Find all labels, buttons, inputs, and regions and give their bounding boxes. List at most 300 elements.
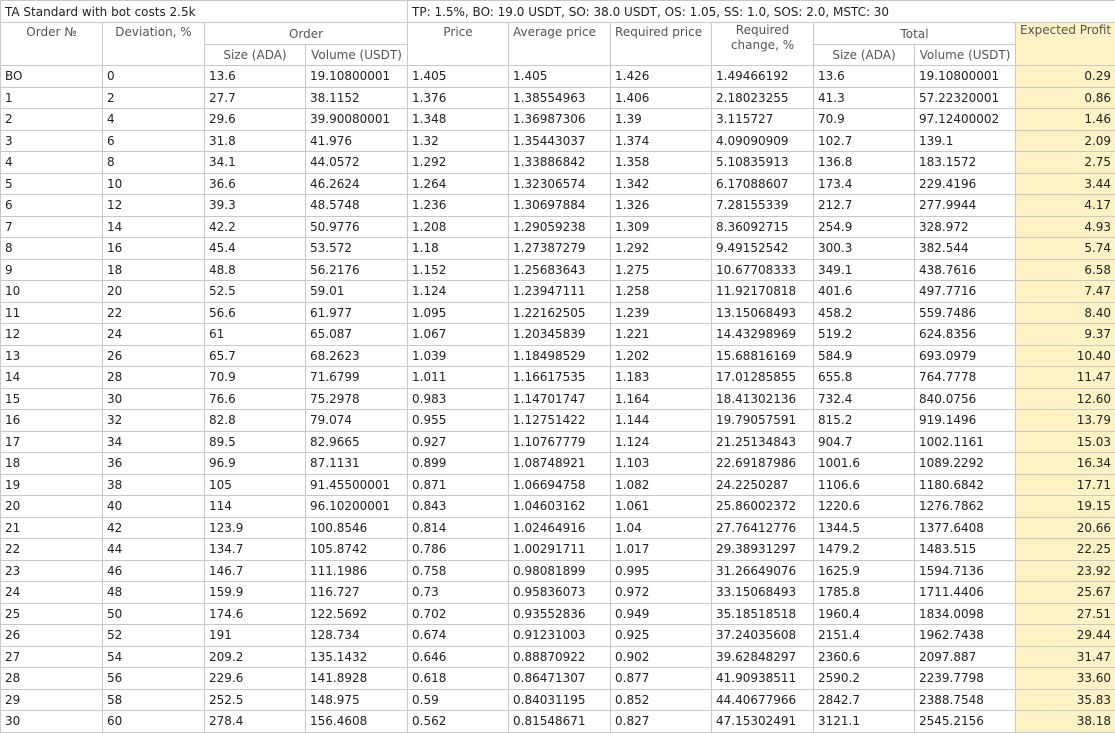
cell-deviation[interactable]: 54: [103, 646, 205, 668]
header-required-price[interactable]: Required price: [611, 23, 712, 66]
cell-order-volume[interactable]: 156.4608: [306, 711, 408, 733]
cell-total-volume[interactable]: 497.7716: [915, 281, 1016, 303]
cell-expected-profit[interactable]: 19.15: [1016, 496, 1115, 518]
cell-total-volume[interactable]: 840.0756: [915, 388, 1016, 410]
cell-average-price[interactable]: 0.86471307: [509, 668, 611, 690]
cell-order-volume[interactable]: 50.9776: [306, 216, 408, 238]
cell-order-no[interactable]: 24: [1, 582, 103, 604]
cell-total-volume[interactable]: 1089.2292: [915, 453, 1016, 475]
cell-required-price[interactable]: 1.342: [611, 173, 712, 195]
cell-total-volume[interactable]: 1180.6842: [915, 474, 1016, 496]
cell-required-price[interactable]: 1.082: [611, 474, 712, 496]
cell-order-size[interactable]: 39.3: [205, 195, 306, 217]
cell-average-price[interactable]: 1.04603162: [509, 496, 611, 518]
cell-expected-profit[interactable]: 3.44: [1016, 173, 1115, 195]
cell-average-price[interactable]: 1.38554963: [509, 87, 611, 109]
cell-total-size[interactable]: 2151.4: [814, 625, 915, 647]
cell-required-price[interactable]: 0.995: [611, 560, 712, 582]
cell-average-price[interactable]: 1.36987306: [509, 109, 611, 131]
cell-order-no[interactable]: 22: [1, 539, 103, 561]
cell-total-volume[interactable]: 183.1572: [915, 152, 1016, 174]
cell-order-no[interactable]: 6: [1, 195, 103, 217]
cell-total-volume[interactable]: 624.8356: [915, 324, 1016, 346]
cell-required-change[interactable]: 21.25134843: [712, 431, 814, 453]
cell-expected-profit[interactable]: 25.67: [1016, 582, 1115, 604]
cell-price[interactable]: 0.674: [408, 625, 509, 647]
cell-expected-profit[interactable]: 17.71: [1016, 474, 1115, 496]
cell-average-price[interactable]: 1.30697884: [509, 195, 611, 217]
cell-required-change[interactable]: 35.18518518: [712, 603, 814, 625]
cell-required-change[interactable]: 11.92170818: [712, 281, 814, 303]
cell-expected-profit[interactable]: 6.58: [1016, 259, 1115, 281]
cell-order-no[interactable]: 7: [1, 216, 103, 238]
cell-order-size[interactable]: 134.7: [205, 539, 306, 561]
cell-order-no[interactable]: BO: [1, 66, 103, 88]
cell-average-price[interactable]: 1.14701747: [509, 388, 611, 410]
cell-total-size[interactable]: 173.4: [814, 173, 915, 195]
cell-order-volume[interactable]: 65.087: [306, 324, 408, 346]
cell-order-size[interactable]: 65.7: [205, 345, 306, 367]
cell-price[interactable]: 1.18: [408, 238, 509, 260]
cell-total-size[interactable]: 136.8: [814, 152, 915, 174]
cell-required-price[interactable]: 1.358: [611, 152, 712, 174]
cell-required-change[interactable]: 44.40677966: [712, 689, 814, 711]
header-price[interactable]: Price: [408, 23, 509, 66]
cell-total-volume[interactable]: 139.1: [915, 130, 1016, 152]
sheet-params-cell[interactable]: TP: 1.5%, BO: 19.0 USDT, SO: 38.0 USDT, OS: 1.05, SS: 1.0, SOS: 2.0, MSTC: 30: [408, 1, 1115, 23]
cell-total-size[interactable]: 1479.2: [814, 539, 915, 561]
cell-order-no[interactable]: 23: [1, 560, 103, 582]
cell-deviation[interactable]: 30: [103, 388, 205, 410]
cell-total-size[interactable]: 2590.2: [814, 668, 915, 690]
cell-deviation[interactable]: 28: [103, 367, 205, 389]
cell-required-price[interactable]: 1.374: [611, 130, 712, 152]
cell-average-price[interactable]: 1.22162505: [509, 302, 611, 324]
cell-order-no[interactable]: 25: [1, 603, 103, 625]
cell-order-volume[interactable]: 148.975: [306, 689, 408, 711]
cell-average-price[interactable]: 1.20345839: [509, 324, 611, 346]
cell-order-volume[interactable]: 41.976: [306, 130, 408, 152]
cell-deviation[interactable]: 16: [103, 238, 205, 260]
cell-expected-profit[interactable]: 5.74: [1016, 238, 1115, 260]
cell-expected-profit[interactable]: 9.37: [1016, 324, 1115, 346]
cell-order-no[interactable]: 11: [1, 302, 103, 324]
cell-order-no[interactable]: 30: [1, 711, 103, 733]
cell-deviation[interactable]: 26: [103, 345, 205, 367]
header-order-group[interactable]: Order: [205, 23, 408, 45]
cell-expected-profit[interactable]: 20.66: [1016, 517, 1115, 539]
cell-order-no[interactable]: 1: [1, 87, 103, 109]
cell-order-volume[interactable]: 111.1986: [306, 560, 408, 582]
cell-average-price[interactable]: 1.29059238: [509, 216, 611, 238]
cell-order-no[interactable]: 12: [1, 324, 103, 346]
cell-deviation[interactable]: 32: [103, 410, 205, 432]
cell-order-no[interactable]: 29: [1, 689, 103, 711]
cell-price[interactable]: 0.618: [408, 668, 509, 690]
cell-order-volume[interactable]: 59.01: [306, 281, 408, 303]
cell-deviation[interactable]: 52: [103, 625, 205, 647]
cell-order-size[interactable]: 42.2: [205, 216, 306, 238]
cell-required-change[interactable]: 4.09090909: [712, 130, 814, 152]
cell-required-price[interactable]: 1.292: [611, 238, 712, 260]
sheet-title-cell[interactable]: TA Standard with bot costs 2.5k: [1, 1, 408, 23]
cell-average-price[interactable]: 0.88870922: [509, 646, 611, 668]
cell-required-change[interactable]: 1.49466192: [712, 66, 814, 88]
cell-price[interactable]: 1.264: [408, 173, 509, 195]
cell-order-size[interactable]: 82.8: [205, 410, 306, 432]
cell-deviation[interactable]: 24: [103, 324, 205, 346]
cell-expected-profit[interactable]: 11.47: [1016, 367, 1115, 389]
cell-order-no[interactable]: 26: [1, 625, 103, 647]
cell-required-change[interactable]: 19.79057591: [712, 410, 814, 432]
cell-average-price[interactable]: 1.25683643: [509, 259, 611, 281]
cell-required-price[interactable]: 0.902: [611, 646, 712, 668]
cell-average-price[interactable]: 0.95836073: [509, 582, 611, 604]
cell-deviation[interactable]: 14: [103, 216, 205, 238]
cell-price[interactable]: 1.095: [408, 302, 509, 324]
cell-required-change[interactable]: 37.24035608: [712, 625, 814, 647]
header-total-volume[interactable]: Volume (USDT): [915, 45, 1016, 66]
cell-total-volume[interactable]: 2388.7548: [915, 689, 1016, 711]
cell-total-volume[interactable]: 919.1496: [915, 410, 1016, 432]
cell-total-volume[interactable]: 1711.4406: [915, 582, 1016, 604]
cell-total-volume[interactable]: 1962.7438: [915, 625, 1016, 647]
cell-average-price[interactable]: 1.35443037: [509, 130, 611, 152]
cell-total-volume[interactable]: 1002.1161: [915, 431, 1016, 453]
cell-deviation[interactable]: 50: [103, 603, 205, 625]
cell-required-price[interactable]: 0.972: [611, 582, 712, 604]
cell-expected-profit[interactable]: 1.46: [1016, 109, 1115, 131]
cell-total-size[interactable]: 1625.9: [814, 560, 915, 582]
cell-order-volume[interactable]: 105.8742: [306, 539, 408, 561]
cell-order-volume[interactable]: 96.10200001: [306, 496, 408, 518]
cell-required-change[interactable]: 3.115727: [712, 109, 814, 131]
cell-required-price[interactable]: 0.925: [611, 625, 712, 647]
cell-order-size[interactable]: 89.5: [205, 431, 306, 453]
cell-total-volume[interactable]: 57.22320001: [915, 87, 1016, 109]
cell-required-price[interactable]: 1.239: [611, 302, 712, 324]
cell-expected-profit[interactable]: 0.86: [1016, 87, 1115, 109]
cell-price[interactable]: 1.348: [408, 109, 509, 131]
cell-required-change[interactable]: 39.62848297: [712, 646, 814, 668]
header-order-no[interactable]: Order №: [1, 23, 103, 66]
cell-expected-profit[interactable]: 29.44: [1016, 625, 1115, 647]
cell-order-no[interactable]: 17: [1, 431, 103, 453]
cell-required-change[interactable]: 5.10835913: [712, 152, 814, 174]
cell-order-size[interactable]: 48.8: [205, 259, 306, 281]
cell-order-size[interactable]: 146.7: [205, 560, 306, 582]
cell-order-size[interactable]: 29.6: [205, 109, 306, 131]
cell-total-size[interactable]: 584.9: [814, 345, 915, 367]
cell-order-volume[interactable]: 38.1152: [306, 87, 408, 109]
cell-order-volume[interactable]: 44.0572: [306, 152, 408, 174]
cell-total-size[interactable]: 904.7: [814, 431, 915, 453]
header-expected-profit[interactable]: Expected Profit: [1016, 23, 1115, 66]
cell-order-volume[interactable]: 68.2623: [306, 345, 408, 367]
cell-required-change[interactable]: 29.38931297: [712, 539, 814, 561]
cell-required-change[interactable]: 22.69187986: [712, 453, 814, 475]
cell-deviation[interactable]: 46: [103, 560, 205, 582]
cell-order-size[interactable]: 27.7: [205, 87, 306, 109]
cell-deviation[interactable]: 38: [103, 474, 205, 496]
cell-order-no[interactable]: 16: [1, 410, 103, 432]
cell-price[interactable]: 1.152: [408, 259, 509, 281]
cell-deviation[interactable]: 6: [103, 130, 205, 152]
cell-order-size[interactable]: 105: [205, 474, 306, 496]
cell-required-change[interactable]: 6.17088607: [712, 173, 814, 195]
cell-average-price[interactable]: 1.06694758: [509, 474, 611, 496]
cell-order-no[interactable]: 13: [1, 345, 103, 367]
cell-total-volume[interactable]: 328.972: [915, 216, 1016, 238]
cell-required-change[interactable]: 8.36092715: [712, 216, 814, 238]
cell-order-size[interactable]: 70.9: [205, 367, 306, 389]
cell-required-price[interactable]: 0.827: [611, 711, 712, 733]
cell-order-volume[interactable]: 79.074: [306, 410, 408, 432]
cell-required-change[interactable]: 27.76412776: [712, 517, 814, 539]
cell-price[interactable]: 0.927: [408, 431, 509, 453]
cell-order-no[interactable]: 9: [1, 259, 103, 281]
cell-required-change[interactable]: 13.15068493: [712, 302, 814, 324]
cell-order-size[interactable]: 252.5: [205, 689, 306, 711]
cell-order-volume[interactable]: 75.2978: [306, 388, 408, 410]
cell-deviation[interactable]: 36: [103, 453, 205, 475]
cell-order-size[interactable]: 229.6: [205, 668, 306, 690]
cell-order-size[interactable]: 114: [205, 496, 306, 518]
cell-required-change[interactable]: 31.26649076: [712, 560, 814, 582]
cell-total-size[interactable]: 13.6: [814, 66, 915, 88]
cell-total-size[interactable]: 519.2: [814, 324, 915, 346]
cell-total-size[interactable]: 3121.1: [814, 711, 915, 733]
cell-total-volume[interactable]: 1276.7862: [915, 496, 1016, 518]
cell-total-volume[interactable]: 277.9944: [915, 195, 1016, 217]
cell-total-size[interactable]: 1960.4: [814, 603, 915, 625]
cell-total-size[interactable]: 254.9: [814, 216, 915, 238]
cell-deviation[interactable]: 10: [103, 173, 205, 195]
cell-price[interactable]: 0.562: [408, 711, 509, 733]
cell-total-size[interactable]: 1344.5: [814, 517, 915, 539]
cell-order-size[interactable]: 96.9: [205, 453, 306, 475]
cell-order-no[interactable]: 19: [1, 474, 103, 496]
cell-deviation[interactable]: 56: [103, 668, 205, 690]
cell-required-change[interactable]: 47.15302491: [712, 711, 814, 733]
cell-price[interactable]: 0.871: [408, 474, 509, 496]
cell-order-volume[interactable]: 128.734: [306, 625, 408, 647]
cell-total-volume[interactable]: 559.7486: [915, 302, 1016, 324]
cell-total-size[interactable]: 1106.6: [814, 474, 915, 496]
cell-required-change[interactable]: 25.86002372: [712, 496, 814, 518]
cell-price[interactable]: 0.646: [408, 646, 509, 668]
cell-deviation[interactable]: 22: [103, 302, 205, 324]
cell-total-size[interactable]: 815.2: [814, 410, 915, 432]
cell-required-price[interactable]: 1.164: [611, 388, 712, 410]
cell-order-volume[interactable]: 87.1131: [306, 453, 408, 475]
cell-order-size[interactable]: 36.6: [205, 173, 306, 195]
header-total-size[interactable]: Size (ADA): [814, 45, 915, 66]
cell-expected-profit[interactable]: 12.60: [1016, 388, 1115, 410]
cell-total-volume[interactable]: 229.4196: [915, 173, 1016, 195]
cell-order-no[interactable]: 10: [1, 281, 103, 303]
cell-total-size[interactable]: 2360.6: [814, 646, 915, 668]
cell-required-price[interactable]: 1.326: [611, 195, 712, 217]
cell-order-no[interactable]: 21: [1, 517, 103, 539]
cell-required-price[interactable]: 1.275: [611, 259, 712, 281]
cell-total-size[interactable]: 212.7: [814, 195, 915, 217]
header-average-price[interactable]: Average price: [509, 23, 611, 66]
cell-price[interactable]: 1.236: [408, 195, 509, 217]
cell-order-no[interactable]: 5: [1, 173, 103, 195]
cell-average-price[interactable]: 1.27387279: [509, 238, 611, 260]
cell-order-size[interactable]: 278.4: [205, 711, 306, 733]
cell-required-change[interactable]: 15.68816169: [712, 345, 814, 367]
cell-average-price[interactable]: 0.91231003: [509, 625, 611, 647]
cell-price[interactable]: 0.702: [408, 603, 509, 625]
cell-order-size[interactable]: 13.6: [205, 66, 306, 88]
cell-required-change[interactable]: 7.28155339: [712, 195, 814, 217]
header-order-volume[interactable]: Volume (USDT): [306, 45, 408, 66]
cell-total-size[interactable]: 300.3: [814, 238, 915, 260]
cell-price[interactable]: 1.405: [408, 66, 509, 88]
cell-average-price[interactable]: 1.405: [509, 66, 611, 88]
cell-total-size[interactable]: 1220.6: [814, 496, 915, 518]
cell-deviation[interactable]: 8: [103, 152, 205, 174]
cell-order-size[interactable]: 76.6: [205, 388, 306, 410]
header-required-change[interactable]: Required change, %: [712, 23, 814, 66]
cell-required-price[interactable]: 1.221: [611, 324, 712, 346]
cell-required-price[interactable]: 1.258: [611, 281, 712, 303]
cell-average-price[interactable]: 1.32306574: [509, 173, 611, 195]
cell-expected-profit[interactable]: 0.29: [1016, 66, 1115, 88]
cell-order-size[interactable]: 174.6: [205, 603, 306, 625]
cell-order-size[interactable]: 61: [205, 324, 306, 346]
cell-required-change[interactable]: 9.49152542: [712, 238, 814, 260]
cell-price[interactable]: 0.955: [408, 410, 509, 432]
cell-required-change[interactable]: 33.15068493: [712, 582, 814, 604]
cell-required-price[interactable]: 0.949: [611, 603, 712, 625]
cell-average-price[interactable]: 0.81548671: [509, 711, 611, 733]
cell-required-change[interactable]: 14.43298969: [712, 324, 814, 346]
cell-average-price[interactable]: 1.08748921: [509, 453, 611, 475]
cell-total-volume[interactable]: 19.10800001: [915, 66, 1016, 88]
cell-expected-profit[interactable]: 2.75: [1016, 152, 1115, 174]
cell-order-no[interactable]: 3: [1, 130, 103, 152]
cell-total-size[interactable]: 1001.6: [814, 453, 915, 475]
cell-deviation[interactable]: 12: [103, 195, 205, 217]
cell-required-price[interactable]: 1.202: [611, 345, 712, 367]
cell-deviation[interactable]: 58: [103, 689, 205, 711]
cell-price[interactable]: 1.208: [408, 216, 509, 238]
cell-order-size[interactable]: 31.8: [205, 130, 306, 152]
cell-total-volume[interactable]: 382.544: [915, 238, 1016, 260]
cell-average-price[interactable]: 1.10767779: [509, 431, 611, 453]
cell-required-price[interactable]: 1.426: [611, 66, 712, 88]
cell-deviation[interactable]: 4: [103, 109, 205, 131]
cell-total-volume[interactable]: 1377.6408: [915, 517, 1016, 539]
cell-total-volume[interactable]: 764.7778: [915, 367, 1016, 389]
cell-total-volume[interactable]: 2239.7798: [915, 668, 1016, 690]
cell-order-no[interactable]: 18: [1, 453, 103, 475]
cell-expected-profit[interactable]: 15.03: [1016, 431, 1115, 453]
cell-order-no[interactable]: 15: [1, 388, 103, 410]
cell-order-volume[interactable]: 82.9665: [306, 431, 408, 453]
cell-required-change[interactable]: 10.67708333: [712, 259, 814, 281]
cell-expected-profit[interactable]: 35.83: [1016, 689, 1115, 711]
cell-order-size[interactable]: 52.5: [205, 281, 306, 303]
cell-expected-profit[interactable]: 16.34: [1016, 453, 1115, 475]
cell-order-size[interactable]: 56.6: [205, 302, 306, 324]
cell-average-price[interactable]: 1.00291711: [509, 539, 611, 561]
cell-total-volume[interactable]: 2097.887: [915, 646, 1016, 668]
cell-total-volume[interactable]: 1483.515: [915, 539, 1016, 561]
cell-order-no[interactable]: 8: [1, 238, 103, 260]
header-order-size[interactable]: Size (ADA): [205, 45, 306, 66]
cell-expected-profit[interactable]: 31.47: [1016, 646, 1115, 668]
cell-required-price[interactable]: 1.39: [611, 109, 712, 131]
cell-deviation[interactable]: 18: [103, 259, 205, 281]
cell-order-size[interactable]: 209.2: [205, 646, 306, 668]
cell-order-size[interactable]: 45.4: [205, 238, 306, 260]
cell-total-size[interactable]: 70.9: [814, 109, 915, 131]
cell-order-volume[interactable]: 122.5692: [306, 603, 408, 625]
cell-average-price[interactable]: 0.98081899: [509, 560, 611, 582]
cell-deviation[interactable]: 20: [103, 281, 205, 303]
cell-order-volume[interactable]: 46.2624: [306, 173, 408, 195]
cell-required-price[interactable]: 1.04: [611, 517, 712, 539]
cell-total-size[interactable]: 2842.7: [814, 689, 915, 711]
cell-order-no[interactable]: 20: [1, 496, 103, 518]
cell-total-size[interactable]: 732.4: [814, 388, 915, 410]
cell-expected-profit[interactable]: 4.93: [1016, 216, 1115, 238]
cell-total-volume[interactable]: 97.12400002: [915, 109, 1016, 131]
cell-order-size[interactable]: 34.1: [205, 152, 306, 174]
cell-price[interactable]: 0.73: [408, 582, 509, 604]
cell-order-volume[interactable]: 53.572: [306, 238, 408, 260]
cell-total-size[interactable]: 458.2: [814, 302, 915, 324]
cell-total-volume[interactable]: 438.7616: [915, 259, 1016, 281]
cell-expected-profit[interactable]: 38.18: [1016, 711, 1115, 733]
cell-total-size[interactable]: 41.3: [814, 87, 915, 109]
cell-average-price[interactable]: 1.12751422: [509, 410, 611, 432]
cell-total-size[interactable]: 401.6: [814, 281, 915, 303]
cell-price[interactable]: 1.32: [408, 130, 509, 152]
cell-average-price[interactable]: 1.33886842: [509, 152, 611, 174]
cell-order-size[interactable]: 191: [205, 625, 306, 647]
cell-deviation[interactable]: 60: [103, 711, 205, 733]
cell-expected-profit[interactable]: 13.79: [1016, 410, 1115, 432]
cell-total-size[interactable]: 102.7: [814, 130, 915, 152]
cell-expected-profit[interactable]: 10.40: [1016, 345, 1115, 367]
cell-order-volume[interactable]: 135.1432: [306, 646, 408, 668]
cell-expected-profit[interactable]: 7.47: [1016, 281, 1115, 303]
cell-order-size[interactable]: 159.9: [205, 582, 306, 604]
cell-price[interactable]: 1.124: [408, 281, 509, 303]
cell-total-size[interactable]: 1785.8: [814, 582, 915, 604]
cell-required-price[interactable]: 0.877: [611, 668, 712, 690]
cell-required-change[interactable]: 24.2250287: [712, 474, 814, 496]
cell-order-no[interactable]: 2: [1, 109, 103, 131]
cell-order-volume[interactable]: 71.6799: [306, 367, 408, 389]
cell-price[interactable]: 1.376: [408, 87, 509, 109]
cell-deviation[interactable]: 2: [103, 87, 205, 109]
cell-average-price[interactable]: 1.16617535: [509, 367, 611, 389]
cell-price[interactable]: 1.039: [408, 345, 509, 367]
cell-required-change[interactable]: 2.18023255: [712, 87, 814, 109]
cell-expected-profit[interactable]: 22.25: [1016, 539, 1115, 561]
cell-average-price[interactable]: 0.93552836: [509, 603, 611, 625]
header-deviation[interactable]: Deviation, %: [103, 23, 205, 66]
cell-order-volume[interactable]: 39.90080001: [306, 109, 408, 131]
cell-required-price[interactable]: 1.017: [611, 539, 712, 561]
cell-required-change[interactable]: 17.01285855: [712, 367, 814, 389]
